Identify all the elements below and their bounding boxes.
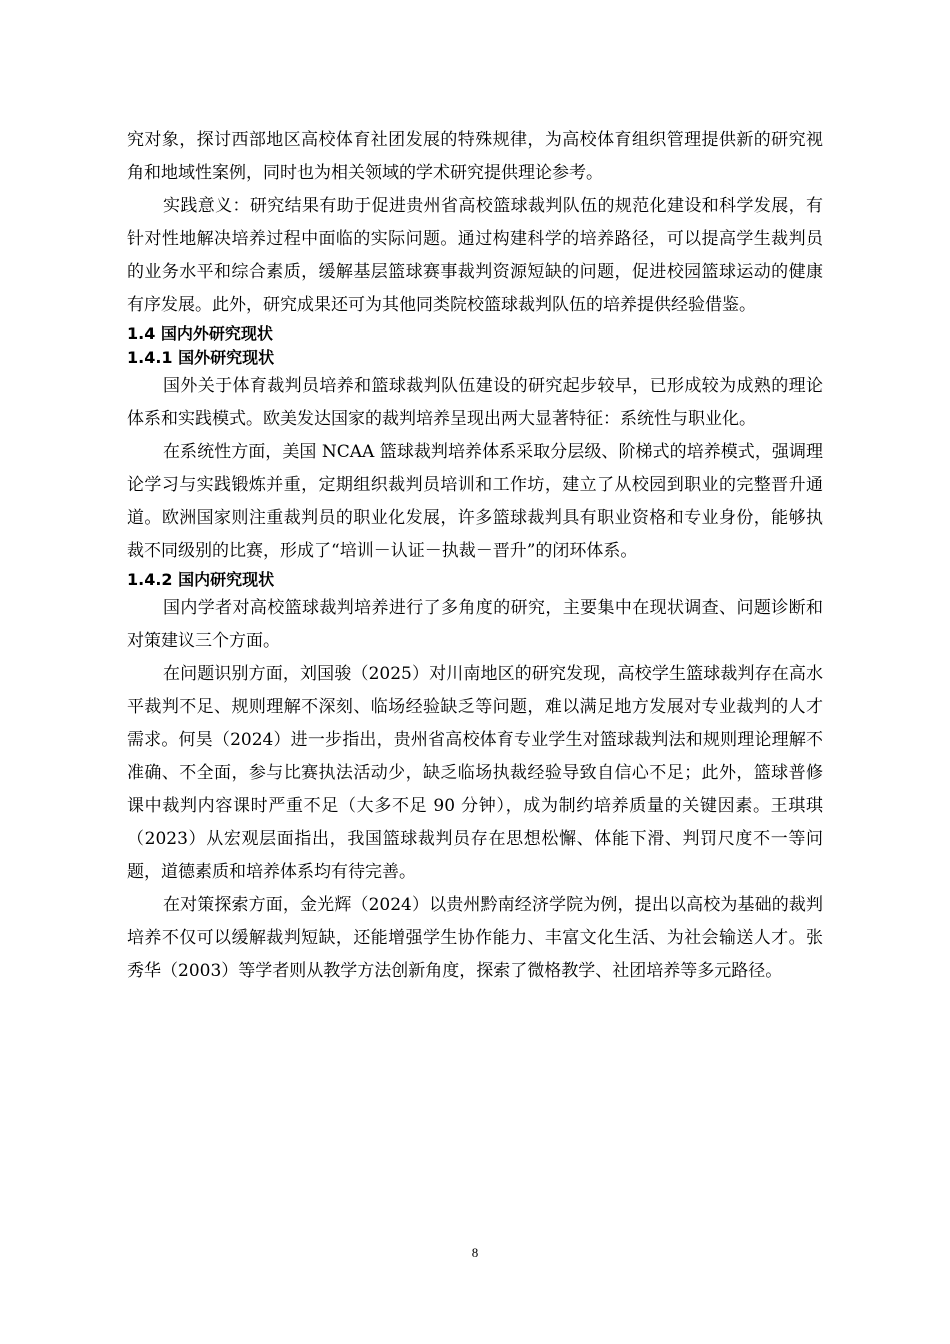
- section-heading-1-4-1: 1.4.1 国外研究现状: [127, 348, 275, 367]
- body-paragraph: 在问题识别方面，刘国骏（2025）对川南地区的研究发现，高校学生篮球裁判存在高水平裁判不足、规则理解不深刻、临场经验缺乏等问题，难以满足地方发展对专业裁判的人才需求。何昊（2024）进一步指出，贵州省高校体育专业学生对篮球裁判法和规则理论理解不准确、不全面，参与比赛执法活动少，缺乏临场执裁经验导致自信心不足；此外，篮球普修课中裁判内容课时严重不足（大多不足 90 分钟），成为制约培养质量的关键因素。王琪琪（2023）从宏观层面指出，我国篮球裁判员存在思想松懈、体能下滑、判罚尺度不一等问题，道德素质和培养体系均有待完善。: [127, 664, 823, 882]
- body-paragraph: 究对象，探讨西部地区高校体育社团发展的特殊规律，为高校体育组织管理提供新的研究视角和地域性案例，同时也为相关领域的学术研究提供理论参考。: [127, 130, 823, 183]
- page-body: [127, 124, 823, 988]
- section-heading-1-4-2: 1.4.2 国内研究现状: [127, 570, 275, 589]
- body-paragraph: 国外关于体育裁判员培养和篮球裁判队伍建设的研究起步较早，已形成较为成熟的理论体系和实践模式。欧美发达国家的裁判培养呈现出两大显著特征：系统性与职业化。: [127, 376, 823, 429]
- body-paragraph: 国内学者对高校篮球裁判培养进行了多角度的研究，主要集中在现状调查、问题诊断和对策建议三个方面。: [127, 598, 823, 651]
- body-paragraph: 在对策探索方面，金光辉（2024）以贵州黔南经济学院为例，提出以高校为基础的裁判培养不仅可以缓解裁判短缺，还能增强学生协作能力、丰富文化生活、为社会输送人才。张秀华（2003）等学者则从教学方法创新角度，探索了微格教学、社团培养等多元路径。: [127, 895, 823, 981]
- page-number: 8: [471, 1245, 479, 1260]
- body-paragraph: 在系统性方面，美国 NCAA 篮球裁判培养体系采取分层级、阶梯式的培养模式，强调理论学习与实践锻炼并重，定期组织裁判员培训和工作坊，建立了从校园到职业的完整晋升通道。欧洲国家则注重裁判员的职业化发展，许多篮球裁判具有职业资格和专业身份，能够执裁不同级别的比赛，形成了“培训－认证－执裁－晋升”的闭环体系。: [127, 442, 823, 561]
- section-heading-1-4: 1.4 国内外研究现状: [127, 324, 273, 343]
- body-paragraph: 实践意义：研究结果有助于促进贵州省高校篮球裁判队伍的规范化建设和科学发展，有针对性地解决培养过程中面临的实际问题。通过构建科学的培养路径，可以提高学生裁判员的业务水平和综合素质，缓解基层篮球赛事裁判资源短缺的问题，促进校园篮球运动的健康有序发展。此外，研究成果还可为其他同类院校篮球裁判队伍的培养提供经验借鉴。: [127, 196, 823, 315]
